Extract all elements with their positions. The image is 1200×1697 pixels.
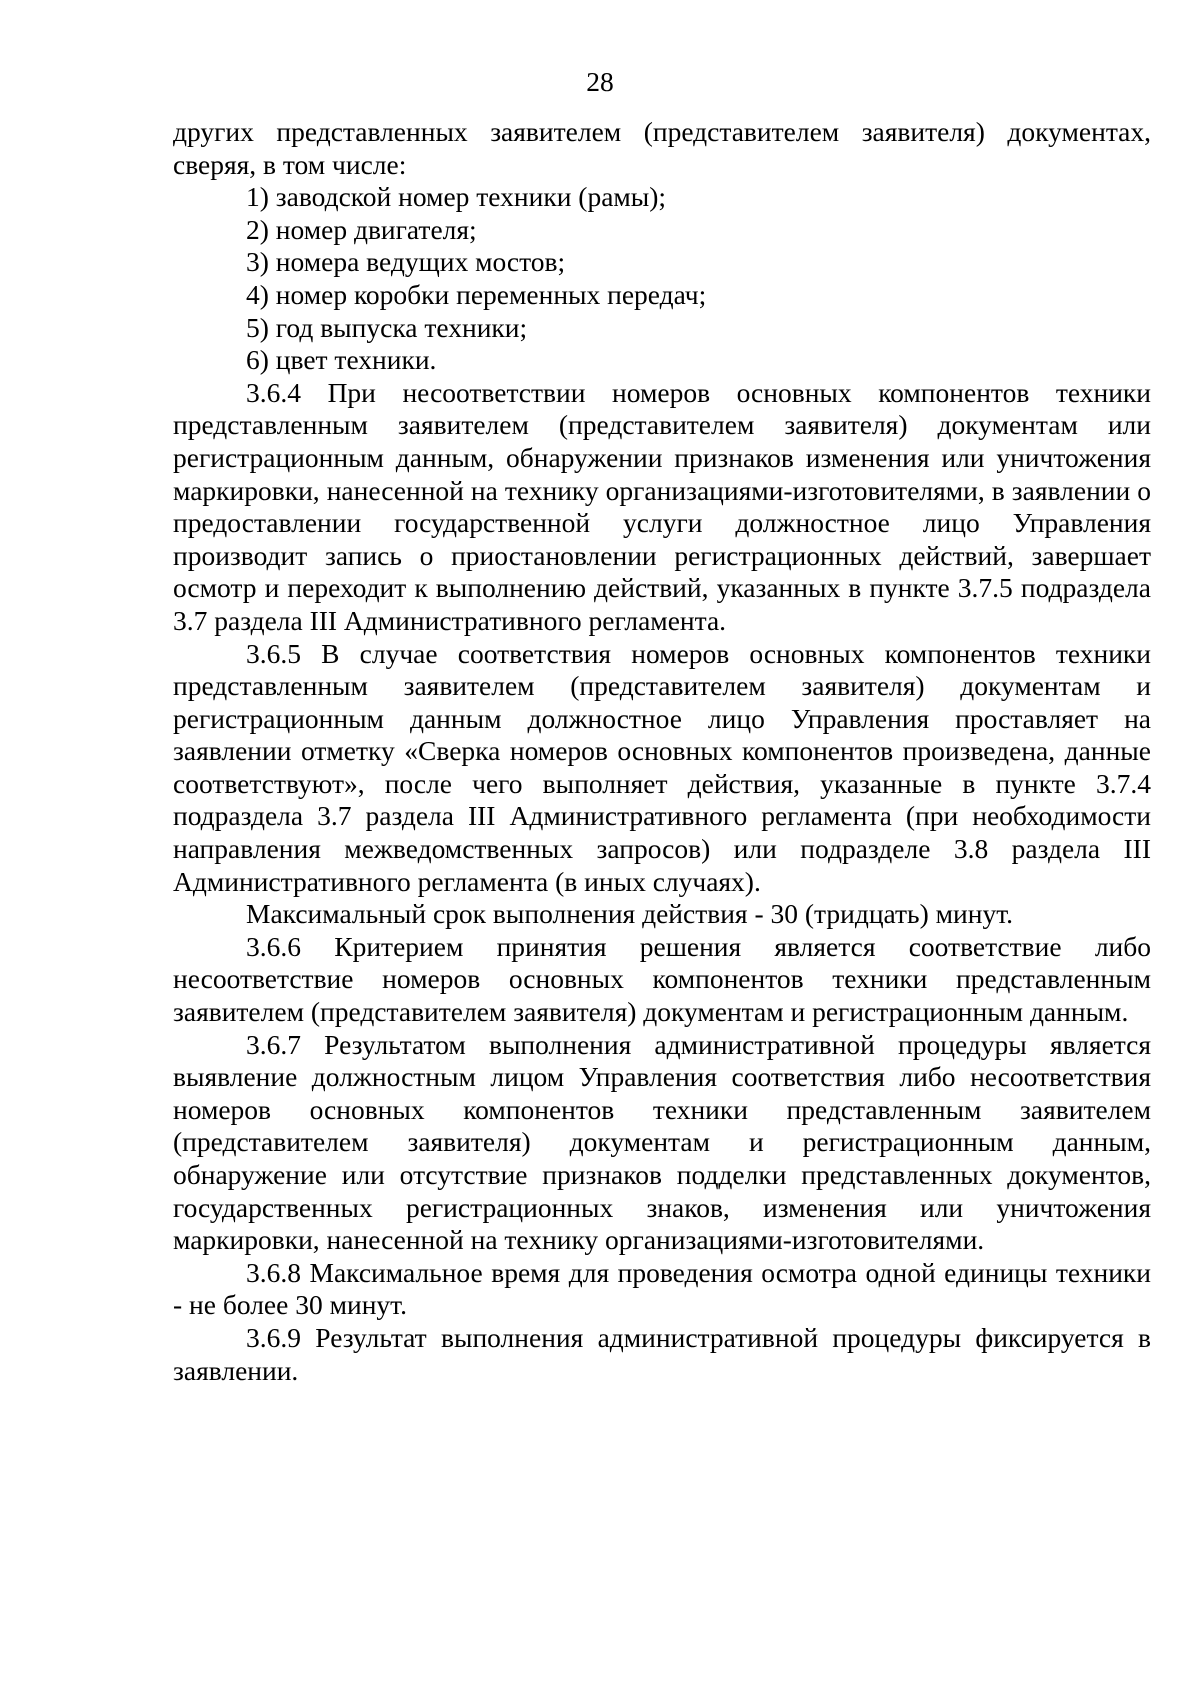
paragraph-3-6-7: 3.6.7 Результатом выполнения административной процедуры является выявление должностным лицом Управления соответствия либо несоответствия номеров основных компонентов техники представленным заявителем (представителем заявителя) документам и регистрационным данным, обнаружение или отсутствие признаков подделки представленных документов, государственных регистрационных знаков, изменения или уничтожения маркировки, нанесенной на технику организациями-изготовителями. [173, 1028, 1151, 1256]
paragraph-continuation: других представленных заявителем (представителем заявителя) документах, сверяя, в том числе: [173, 116, 1151, 180]
paragraph-3-6-4: 3.6.4 При несоответствии номеров основных компонентов техники представленным заявителем (представителем заявителя) документам или регистрационным данным, обнаружении признаков изменения или уничтожения маркировки, нанесенной на технику организациями-изготовителями, в заявлении о предоставлении государственной услуги должностное лицо Управления производит запись о приостановлении регистрационных действий, завершает осмотр и переходит к выполнению действий, указанных в пункте 3.7.5 подраздела 3.7 раздела III Административного регламента. [173, 376, 1151, 636]
list-item-gearbox-number: 4) номер коробки переменных передач; [246, 278, 707, 310]
list-item-axle-numbers: 3) номера ведущих мостов; [246, 246, 566, 278]
paragraph-max-time: Максимальный срок выполнения действия - 30 (тридцать) минут. [246, 898, 1014, 930]
list-item-serial-number: 1) заводской номер техники (рамы); [246, 181, 667, 213]
paragraph-3-6-8: 3.6.8 Максимальное время для проведения осмотра одной единицы техники - не более 30 минут. [173, 1256, 1151, 1321]
list-item-year: 5) год выпуска техники; [246, 311, 528, 343]
paragraph-3-6-6: 3.6.6 Критерием принятия решения является соответствие либо несоответствие номеров основных компонентов техники представленным заявителем (представителем заявителя) документам и регистрационным данным. [173, 930, 1151, 1028]
paragraph-3-6-9: 3.6.9 Результат выполнения административной процедуры фиксируется в заявлении. [173, 1321, 1151, 1386]
page-number: 28 [586, 66, 614, 97]
list-item-color: 6) цвет техники. [246, 344, 437, 376]
list-item-engine-number: 2) номер двигателя; [246, 213, 477, 245]
document-body [173, 116, 1151, 1387]
paragraph-3-6-5: 3.6.5 В случае соответствия номеров основных компонентов техники представленным заявителем (представителем заявителя) документам и регистрационным данным должностное лицо Управления проставляет на заявлении отметку «Сверка номеров основных компонентов произведена, данные соответствуют», после чего выполняет действия, указанные в пункте 3.7.4 подраздела 3.7 раздела III Административного регламента (при необходимости направления межведомственных запросов) или подразделе 3.8 раздела III Административного регламента (в иных случаях). [173, 637, 1151, 897]
